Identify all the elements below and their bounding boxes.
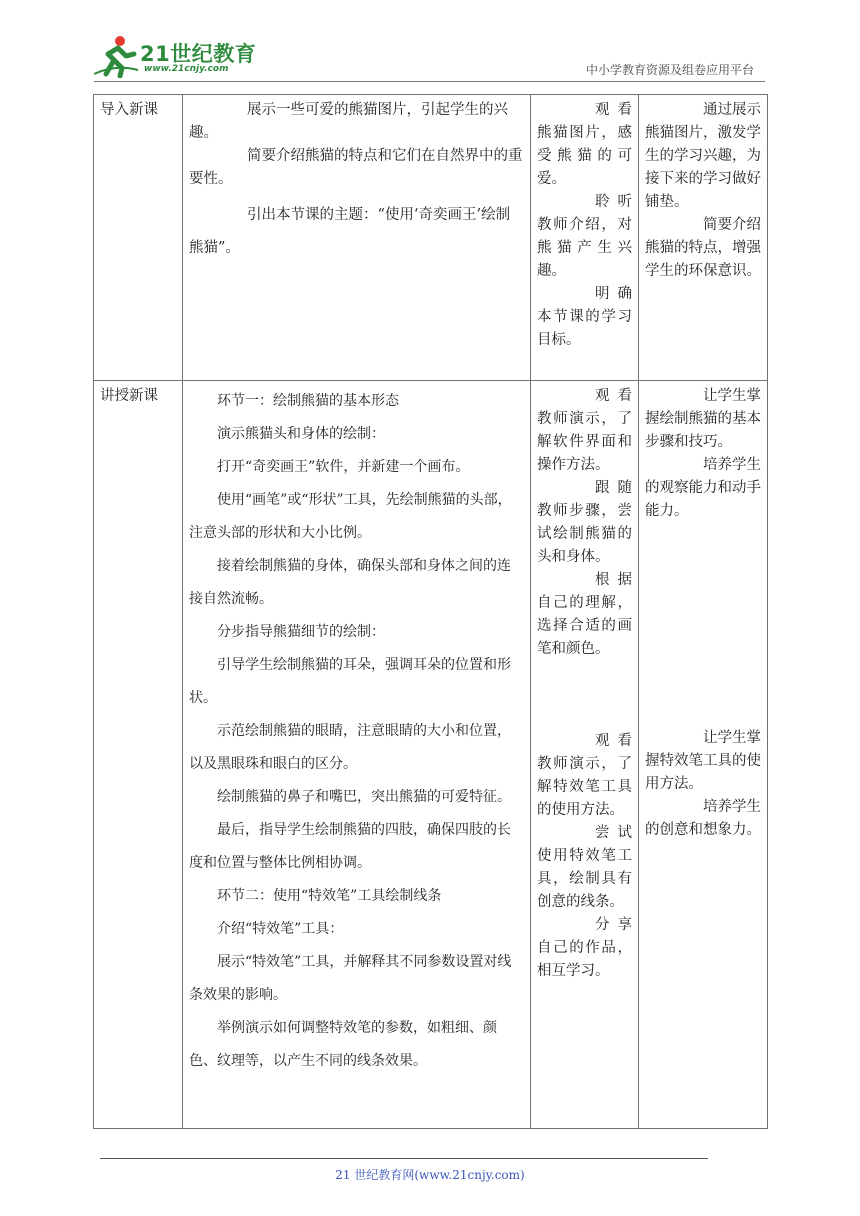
teacher-activity-cell [183, 95, 531, 381]
footer-divider [100, 1158, 708, 1159]
content-paragraph: 打开“奇奕画王”软件，并新建一个画布。 [217, 459, 470, 475]
content-paragraph: 演示熊猫头和身体的绘制： [217, 426, 385, 442]
intent-paragraph: 简要介绍熊猫的特点，增强学生的环保意识。 [645, 217, 761, 279]
student-paragraph: 跟随教师步骤，尝试绘制熊猫的头和身体。 [537, 480, 632, 565]
content-paragraph: 分步指导熊猫细节的绘制： [217, 624, 385, 640]
intent-paragraph: 让学生掌握特效笔工具的使用方法。 [645, 730, 761, 792]
logo-url: www.21cnjy.com [144, 64, 229, 74]
design-intent-cell [639, 381, 768, 1129]
student-paragraph: 聆听教师介绍，对熊猫产生兴趣。 [537, 194, 632, 279]
student-activity-cell [531, 95, 639, 381]
intent-paragraph: 培养学生的观察能力和动手能力。 [645, 457, 761, 519]
student-activity-cell [531, 381, 639, 1129]
intent-paragraph: 让学生掌握绘制熊猫的基本步骤和技巧。 [645, 388, 761, 450]
intent-paragraph: 通过展示熊猫图片，激发学生的学习兴趣，为接下来的学习做好铺垫。 [645, 102, 761, 210]
student-paragraph: 分享自己的作品，相互学习。 [537, 917, 632, 979]
content-paragraph: 接着绘制熊猫的身体，确保头部和身体之间的连接自然流畅。 [189, 558, 511, 607]
content-paragraph: 引导学生绘制熊猫的耳朵，强调耳朵的位置和形状。 [189, 657, 511, 706]
page-header [0, 0, 860, 90]
content-paragraph: 最后，指导学生绘制熊猫的四肢，确保四肢的长度和位置与整体比例相协调。 [189, 822, 511, 871]
content-paragraph: 环节一：绘制熊猫的基本形态 [217, 393, 399, 409]
content-paragraph: 举例演示如何调整特效笔的参数，如粗细、颜色、纹理等，以产生不同的线条效果。 [189, 1020, 497, 1069]
content-paragraph: 绘制熊猫的鼻子和嘴巴，突出熊猫的可爱特征。 [217, 789, 511, 805]
content-paragraph: 使用“画笔”或“形状”工具，先绘制熊猫的头部，注意头部的形状和大小比例。 [189, 492, 512, 541]
student-paragraph: 明确本节课的学习目标。 [537, 286, 632, 348]
student-paragraph: 观看教师演示，了解特效笔工具的使用方法。 [537, 733, 632, 818]
content-paragraph: 简要介绍熊猫的特点和它们在自然界中的重要性。 [189, 148, 523, 187]
stage-label: 导入新课 [94, 95, 183, 381]
site-logo[interactable] [92, 34, 262, 80]
design-intent-cell [639, 95, 768, 381]
header-divider [94, 81, 765, 82]
student-paragraph: 根据自己的理解，选择合适的画笔和颜色。 [537, 572, 632, 657]
table-row [94, 381, 768, 1129]
runner-logo-icon [92, 34, 140, 78]
intent-paragraph: 培养学生的创意和想象力。 [645, 799, 761, 838]
content-paragraph: 介绍“特效笔”工具： [217, 921, 344, 937]
table-row [94, 95, 768, 381]
content-paragraph: 示范绘制熊猫的眼睛，注意眼睛的大小和位置，以及黑眼珠和眼白的区分。 [189, 723, 511, 772]
student-paragraph: 尝试使用特效笔工具，绘制具有创意的线条。 [537, 825, 632, 910]
platform-title: 中小学教育资源及组卷应用平台 [585, 63, 754, 77]
student-paragraph: 观看教师演示，了解软件界面和操作方法。 [537, 388, 632, 473]
logo-text: 21世纪教育 [140, 42, 257, 66]
student-paragraph: 观看熊猫图片，感受熊猫的可爱。 [537, 102, 632, 187]
content-paragraph: 引出本节课的主题：“使用‘奇奕画王’绘制熊猫”。 [189, 207, 511, 256]
content-paragraph: 展示“特效笔”工具，并解释其不同参数设置对线条效果的影响。 [189, 954, 512, 1003]
stage-label: 讲授新课 [94, 381, 183, 1129]
teacher-activity-cell [183, 381, 531, 1129]
content-paragraph: 环节二：使用“特效笔”工具绘制线条 [217, 888, 442, 904]
content-paragraph: 展示一些可爱的熊猫图片，引起学生的兴趣。 [189, 102, 508, 141]
lesson-table [93, 94, 768, 1129]
footer-link[interactable]: 21 世纪教育网(www.21cnjy.com) [335, 1168, 525, 1182]
